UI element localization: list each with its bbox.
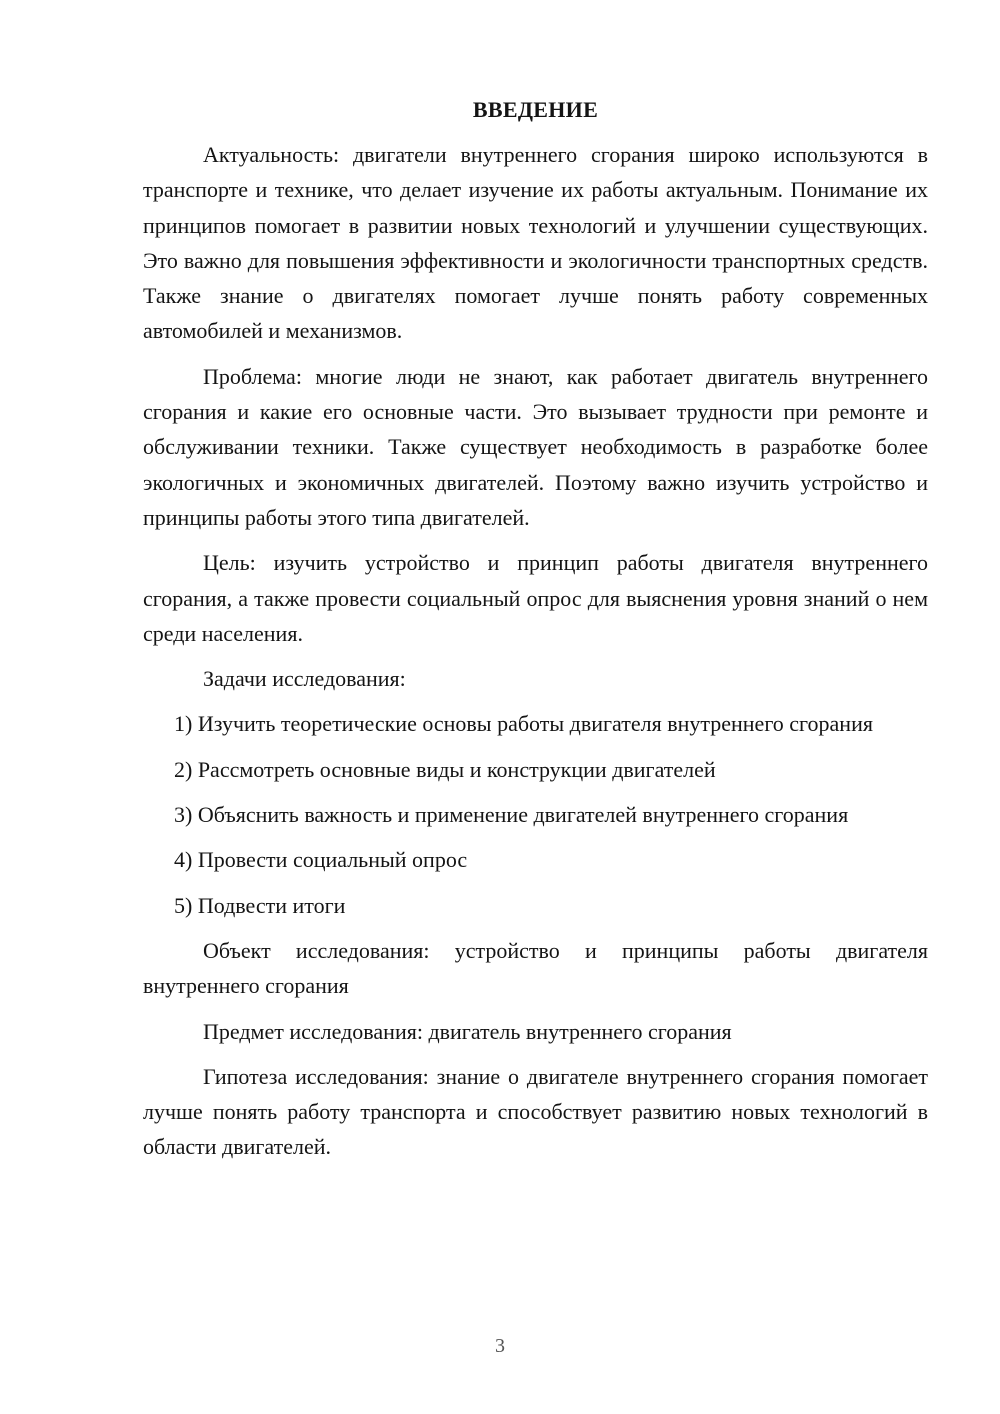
task-item: 1) Изучить теоретические основы работы двигателя внутреннего сгорания <box>174 711 873 737</box>
subject-paragraph: Предмет исследования: двигатель внутреннего сгорания <box>203 1018 732 1044</box>
tasks-heading: Задачи исследования: <box>203 666 406 692</box>
task-item: 4) Провести социальный опрос <box>174 847 468 873</box>
task-item: 2) Рассмотреть основные виды и конструкции двигателей <box>174 756 716 782</box>
object-paragraph: Объект исследования: устройство и принципы работы двигателя внутреннего сгорания <box>143 937 928 999</box>
task-item: 3) Объяснить важность и применение двигателей внутреннего сгорания <box>174 802 849 828</box>
page-title: ВВЕДЕНИЕ <box>472 97 599 122</box>
document-page <box>143 92 928 1175</box>
relevance-paragraph: Актуальность: двигатели внутреннего сгорания широко используются в транспорте и технике, что делает изучение их работы актуальным. Понимание их принципов помогает в развитии новых технологий и улучшении существующих. Это важно для повышения эффективности и экологичности транспортных средств. Также знание о двигателях помогает лучше понять работу современных автомобилей и механизмов. <box>143 142 928 344</box>
hypothesis-paragraph: Гипотеза исследования: знание о двигателе внутреннего сгорания помогает лучше понять работу транспорта и способствует развитию новых технологий в области двигателей. <box>143 1063 928 1160</box>
task-item: 5) Подвести итоги <box>174 892 346 918</box>
goal-paragraph: Цель: изучить устройство и принцип работы двигателя внутреннего сгорания, а также провести социальный опрос для выяснения уровня знаний о нем среди населения. <box>143 550 928 646</box>
page-number: 3 <box>495 1335 505 1357</box>
problem-paragraph: Проблема: многие люди не знают, как работает двигатель внутреннего сгорания и какие его основные части. Это вызывает трудности при ремонте и обслуживании техники. Также существует необходимость в разработке более экологичных и экономичных двигателей. Поэтому важно изучить устройство и принципы работы этого типа двигателей. <box>143 363 928 530</box>
